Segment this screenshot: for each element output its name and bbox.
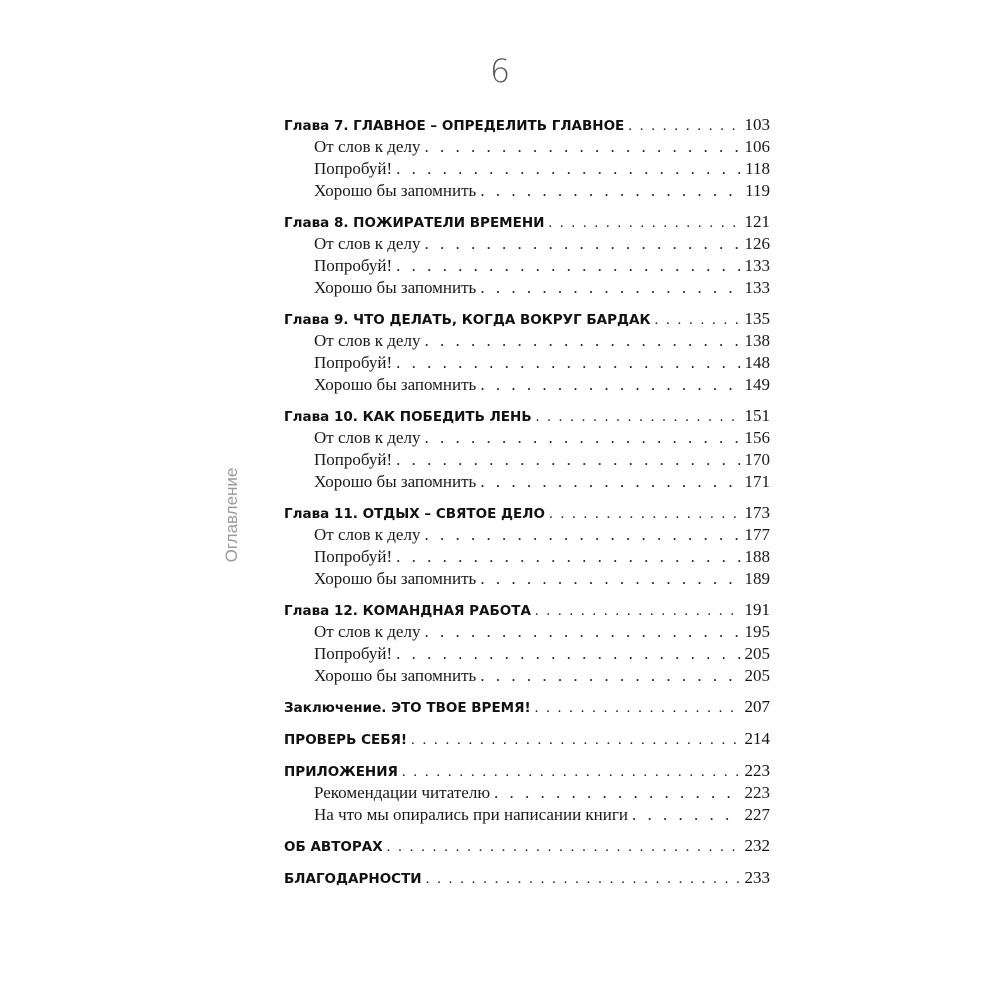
toc-subsection-entry bbox=[284, 158, 770, 180]
toc-subsection-title: Хорошо бы запомнить bbox=[314, 375, 477, 394]
toc-page-number: 188 bbox=[744, 547, 770, 566]
toc-subsection-title: Попробуй! bbox=[314, 547, 393, 566]
dot-leader bbox=[424, 524, 740, 546]
toc-chapter-entry bbox=[284, 867, 770, 889]
toc-chapter-title: ПРОВЕРЬ СЕБЯ! bbox=[284, 732, 408, 748]
dot-leader bbox=[424, 136, 740, 158]
dot-leader bbox=[480, 374, 740, 396]
page-number: 6 bbox=[489, 52, 511, 90]
dot-leader bbox=[396, 643, 740, 665]
dot-leader bbox=[396, 449, 740, 471]
toc-page-number: 149 bbox=[744, 375, 770, 394]
toc-page-number: 103 bbox=[744, 115, 770, 134]
toc-chapter-title: Заключение. ЭТО ТВОЕ ВРЕМЯ! bbox=[284, 700, 531, 716]
toc-page-number: 133 bbox=[744, 256, 770, 275]
toc-page-number: 195 bbox=[744, 622, 770, 641]
dot-leader bbox=[424, 621, 740, 643]
toc-page-number: 133 bbox=[744, 278, 770, 297]
toc-subsection-title: Хорошо бы запомнить bbox=[314, 278, 477, 297]
toc-subsection-title: От слов к делу bbox=[314, 525, 421, 544]
dot-leader bbox=[655, 309, 741, 331]
toc-chapter-title: БЛАГОДАРНОСТИ bbox=[284, 871, 422, 887]
toc-chapter-entry bbox=[284, 760, 770, 782]
toc-chapter-title: Глава 11. ОТДЫХ – СВЯТОЕ ДЕЛО bbox=[284, 506, 545, 522]
toc-group bbox=[284, 502, 770, 590]
toc-subsection-entry bbox=[284, 449, 770, 471]
toc-page-number: 233 bbox=[744, 868, 770, 887]
toc-group bbox=[284, 211, 770, 299]
toc-page-number: 205 bbox=[744, 644, 770, 663]
toc-page-number: 232 bbox=[744, 836, 770, 855]
toc-subsection-entry bbox=[284, 568, 770, 590]
toc-subsection-entry bbox=[284, 665, 770, 687]
section-side-label: Оглавление bbox=[222, 467, 241, 563]
toc-subsection-title: Рекомендации читателю bbox=[314, 783, 491, 802]
toc-group bbox=[284, 760, 770, 826]
dot-leader bbox=[494, 782, 740, 804]
dot-leader bbox=[402, 761, 741, 783]
toc-chapter-entry bbox=[284, 502, 770, 524]
toc-chapter-entry bbox=[284, 835, 770, 857]
toc-group bbox=[284, 308, 770, 396]
toc-group bbox=[284, 599, 770, 687]
toc-page-number: 170 bbox=[744, 450, 770, 469]
toc-subsection-title: Попробуй! bbox=[314, 353, 393, 372]
toc-chapter-title: Глава 9. ЧТО ДЕЛАТЬ, КОГДА ВОКРУГ БАРДАК bbox=[284, 312, 651, 328]
toc-subsection-title: От слов к делу bbox=[314, 331, 421, 350]
toc-subsection-title: Хорошо бы запомнить bbox=[314, 181, 477, 200]
toc-subsection-title: На что мы опирались при написании книги bbox=[314, 805, 628, 824]
toc-chapter-entry bbox=[284, 728, 770, 750]
toc-subsection-entry bbox=[284, 782, 770, 804]
toc-group bbox=[284, 835, 770, 857]
toc-chapter-entry bbox=[284, 114, 770, 136]
toc-page-number: 191 bbox=[744, 600, 770, 619]
toc-chapter-title: Глава 12. КОМАНДНАЯ РАБОТА bbox=[284, 603, 531, 619]
toc-subsection-title: Хорошо бы запомнить bbox=[314, 569, 477, 588]
toc-subsection-title: От слов к делу bbox=[314, 137, 421, 156]
toc-chapter-entry bbox=[284, 405, 770, 427]
toc-chapter-title: ПРИЛОЖЕНИЯ bbox=[284, 764, 398, 780]
toc-subsection-entry bbox=[284, 471, 770, 493]
toc-subsection-title: Попробуй! bbox=[314, 450, 393, 469]
toc-subsection-entry bbox=[284, 643, 770, 665]
toc-chapter-title: Глава 10. КАК ПОБЕДИТЬ ЛЕНЬ bbox=[284, 409, 532, 425]
toc-subsection-title: От слов к делу bbox=[314, 428, 421, 447]
dot-leader bbox=[396, 352, 740, 374]
toc-group bbox=[284, 867, 770, 889]
toc-page-number: 118 bbox=[745, 159, 770, 178]
dot-leader bbox=[424, 427, 740, 449]
toc-page-number: 223 bbox=[744, 761, 770, 780]
toc-page-number: 189 bbox=[744, 569, 770, 588]
toc-subsection-title: Хорошо бы запомнить bbox=[314, 666, 477, 685]
toc-subsection-entry bbox=[284, 136, 770, 158]
toc-group bbox=[284, 728, 770, 750]
toc-page-number: 106 bbox=[744, 137, 770, 156]
dot-leader bbox=[411, 729, 740, 751]
toc-chapter-entry bbox=[284, 308, 770, 330]
toc-page-number: 138 bbox=[744, 331, 770, 350]
toc-subsection-entry bbox=[284, 180, 770, 202]
dot-leader bbox=[426, 868, 741, 890]
dot-leader bbox=[535, 600, 741, 622]
toc-subsection-title: Попробуй! bbox=[314, 159, 393, 178]
dot-leader bbox=[480, 180, 741, 202]
toc-subsection-entry bbox=[284, 524, 770, 546]
dot-leader bbox=[536, 406, 741, 428]
toc-subsection-title: От слов к делу bbox=[314, 622, 421, 641]
dot-leader bbox=[396, 546, 740, 568]
dot-leader bbox=[424, 330, 740, 352]
toc-group bbox=[284, 696, 770, 718]
toc-page-number: 227 bbox=[744, 805, 770, 824]
toc-page-number: 156 bbox=[744, 428, 770, 447]
toc-subsection-entry bbox=[284, 546, 770, 568]
dot-leader bbox=[628, 115, 740, 137]
toc-subsection-entry bbox=[284, 255, 770, 277]
toc-page-number: 214 bbox=[744, 729, 770, 748]
dot-leader bbox=[549, 503, 741, 525]
toc-chapter-entry bbox=[284, 211, 770, 233]
toc-page-number: 205 bbox=[744, 666, 770, 685]
toc-subsection-entry bbox=[284, 277, 770, 299]
dot-leader bbox=[480, 568, 740, 590]
toc-page-number: 121 bbox=[744, 212, 770, 231]
toc-subsection-title: Попробуй! bbox=[314, 644, 393, 663]
toc-subsection-entry bbox=[284, 352, 770, 374]
dot-leader bbox=[548, 212, 740, 234]
dot-leader bbox=[480, 665, 740, 687]
toc-chapter-entry bbox=[284, 599, 770, 621]
dot-leader bbox=[396, 158, 741, 180]
toc-page-number: 173 bbox=[744, 503, 770, 522]
dot-leader bbox=[396, 255, 740, 277]
dot-leader bbox=[480, 277, 740, 299]
dot-leader bbox=[535, 697, 741, 719]
toc-page-number: 126 bbox=[744, 234, 770, 253]
toc-page-number: 135 bbox=[744, 309, 770, 328]
table-of-contents bbox=[284, 114, 770, 899]
dot-leader bbox=[387, 836, 741, 858]
toc-subsection-title: Хорошо бы запомнить bbox=[314, 472, 477, 491]
toc-subsection-entry bbox=[284, 374, 770, 396]
toc-subsection-entry bbox=[284, 804, 770, 826]
toc-chapter-title: ОБ АВТОРАХ bbox=[284, 839, 383, 855]
toc-chapter-title: Глава 7. ГЛАВНОЕ – ОПРЕДЕЛИТЬ ГЛАВНОЕ bbox=[284, 118, 625, 134]
toc-subsection-entry bbox=[284, 427, 770, 449]
toc-page-number: 171 bbox=[744, 472, 770, 491]
dot-leader bbox=[632, 804, 741, 826]
toc-page-number: 207 bbox=[744, 697, 770, 716]
toc-group bbox=[284, 405, 770, 493]
dot-leader bbox=[480, 471, 740, 493]
toc-subsection-entry bbox=[284, 330, 770, 352]
toc-page-number: 148 bbox=[744, 353, 770, 372]
toc-group bbox=[284, 114, 770, 202]
toc-chapter-title: Глава 8. ПОЖИРАТЕЛИ ВРЕМЕНИ bbox=[284, 215, 545, 231]
toc-subsection-entry bbox=[284, 233, 770, 255]
toc-subsection-title: Попробуй! bbox=[314, 256, 393, 275]
toc-page-number: 151 bbox=[744, 406, 770, 425]
toc-subsection-title: От слов к делу bbox=[314, 234, 421, 253]
toc-chapter-entry bbox=[284, 696, 770, 718]
toc-page-number: 177 bbox=[744, 525, 770, 544]
toc-page-number: 223 bbox=[744, 783, 770, 802]
toc-subsection-entry bbox=[284, 621, 770, 643]
toc-page-number: 119 bbox=[745, 181, 770, 200]
dot-leader bbox=[424, 233, 740, 255]
